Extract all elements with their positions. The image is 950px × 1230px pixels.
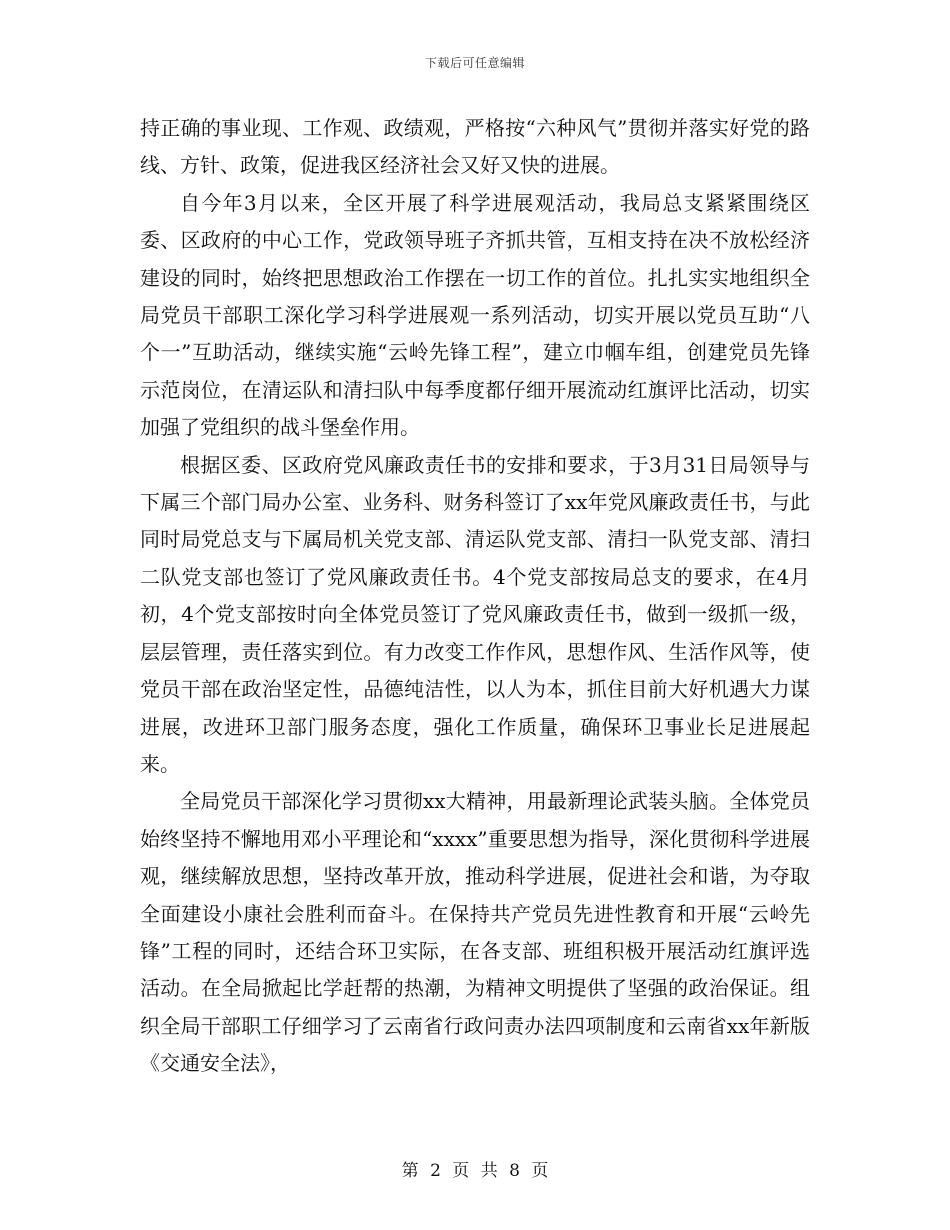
paragraph-4: 全局党员干部深化学习贯彻xx大精神，用最新理论武装头脑。全体党员始终坚持不懈地用邓小平理论和“xxxx”重要思想为指导，深化贯彻科学进展观，继续解放思想，坚持改革开放，推动科学进展，促进社会和谐，为夺取全面建设小康社会胜利而奋斗。在保持共产党员先进性教育和开展“云岭先锋”工程的同时，还结合环卫实际，在各支部、班组积极开展活动红旗评选活动。在全局掀起比学赶帮的热潮，为精神文明提供了坚强的政治保证。组织全局干部职工仔细学习了云南省行政问责办法四项制度和云南省xx年新版《交通安全法》，: [140, 789, 810, 1076]
header-note: 下载后可任意编辑: [424, 56, 525, 70]
paragraph-2: 自今年3月以来，全区开展了科学进展观活动，我局总支紧紧围绕区委、区政府的中心工作，党政领导班子齐抓共管，互相支持在决不放松经济建设的同时，始终把思想政治工作摆在一切工作的首位。扎扎实实地组织全局党员干部职工深化学习科学进展观一系列活动，切实开展以党员互助“八个一”互助活动，继续实施“云岭先锋工程”，建立巾帼车组，创建党员先锋示范岗位，在清运队和清扫队中每季度都仔细开展流动红旗评比活动，切实加强了党组织的战斗堡垒作用。: [140, 190, 810, 440]
body-text: [140, 110, 810, 1083]
page-number: 第 2 页 共 8 页: [401, 1161, 549, 1181]
paragraph-3: 根据区委、区政府党风廉政责任书的安排和要求，于3月31日局领导与下属三个部门局办公室、业务科、财务科签订了xx年党风廉政责任书，与此同时局党总支与下属局机关党支部、清运队党支部、清扫一队党支部、清扫二队党支部也签订了党风廉政责任书。4个党支部按局总支的要求，在4月初，4个党支部按时向全体党员签订了党风廉政责任书，做到一级抓一级，层层管理，责任落实到位。有力改变工作作风，思想作风、生活作风等，使党员干部在政治坚定性，品德纯洁性，以人为本，抓住目前大好机遇大力谋进展，改进环卫部门服务态度，强化工作质量，确保环卫事业长足进展起来。: [140, 452, 810, 776]
paragraph-1: 持正确的事业现、工作观、政绩观，严格按“六种风气”贯彻并落实好党的路线、方针、政策，促进我区经济社会又好又快的进展。: [140, 116, 810, 178]
